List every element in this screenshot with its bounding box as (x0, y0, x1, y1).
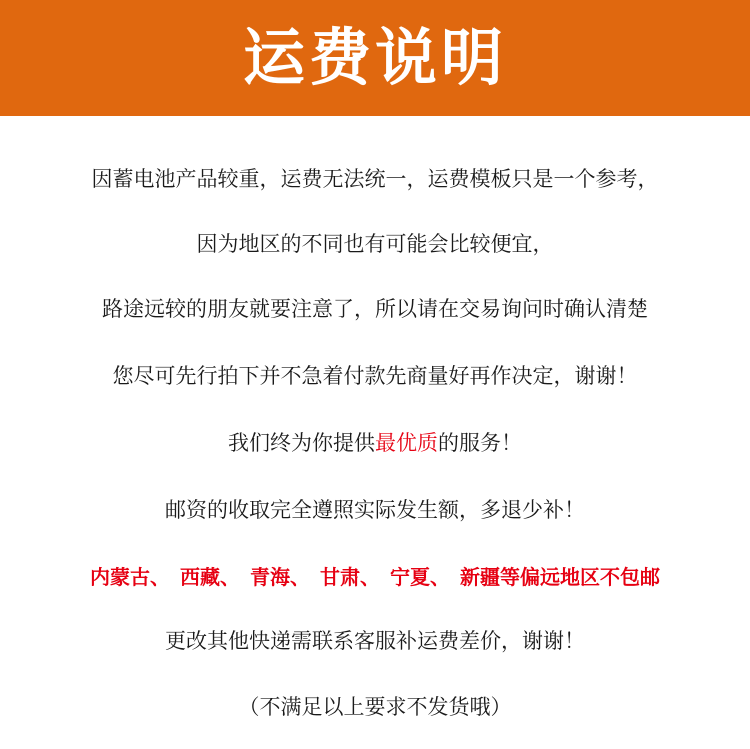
service-text-after: 的服务！ (438, 431, 522, 455)
notice-line-1: 因蓄电池产品较重，运费无法统一，运费模板只是一个参考， (91, 167, 659, 191)
region-qinghai: 青海、 (250, 565, 310, 589)
service-highlight: 最优质 (375, 431, 438, 455)
header-banner (0, 0, 750, 116)
region-inner-mongolia: 内蒙古、 (90, 565, 170, 589)
notice-line-8: 更改其他快递需联系客服补运费差价，谢谢！ (165, 629, 585, 653)
notice-line-3: 路途远较的朋友就要注意了，所以请在交易询问时确认清楚 (102, 297, 648, 321)
notice-line-4: 您尽可先行拍下并不急着付款先商量好再作决定，谢谢！ (112, 364, 638, 388)
service-text-before: 我们终为你提供 (228, 431, 375, 455)
region-tibet: 西藏、 (180, 565, 240, 589)
notice-line-5 (0, 429, 750, 457)
notice-line-2: 因为地区的不同也有可能会比较便宜， (196, 232, 554, 256)
region-xinjiang: 新疆等偏远地区不包邮 (460, 565, 660, 589)
region-ningxia: 宁夏、 (390, 565, 450, 589)
page-title: 运费说明 (242, 21, 507, 94)
notice-line-9: （不满足以上要求不发货哦） (238, 695, 512, 719)
remote-regions-line (0, 563, 750, 591)
region-gansu: 甘肃、 (320, 565, 380, 589)
notice-line-6: 邮资的收取完全遵照实际发生额，多退少补！ (165, 498, 585, 522)
